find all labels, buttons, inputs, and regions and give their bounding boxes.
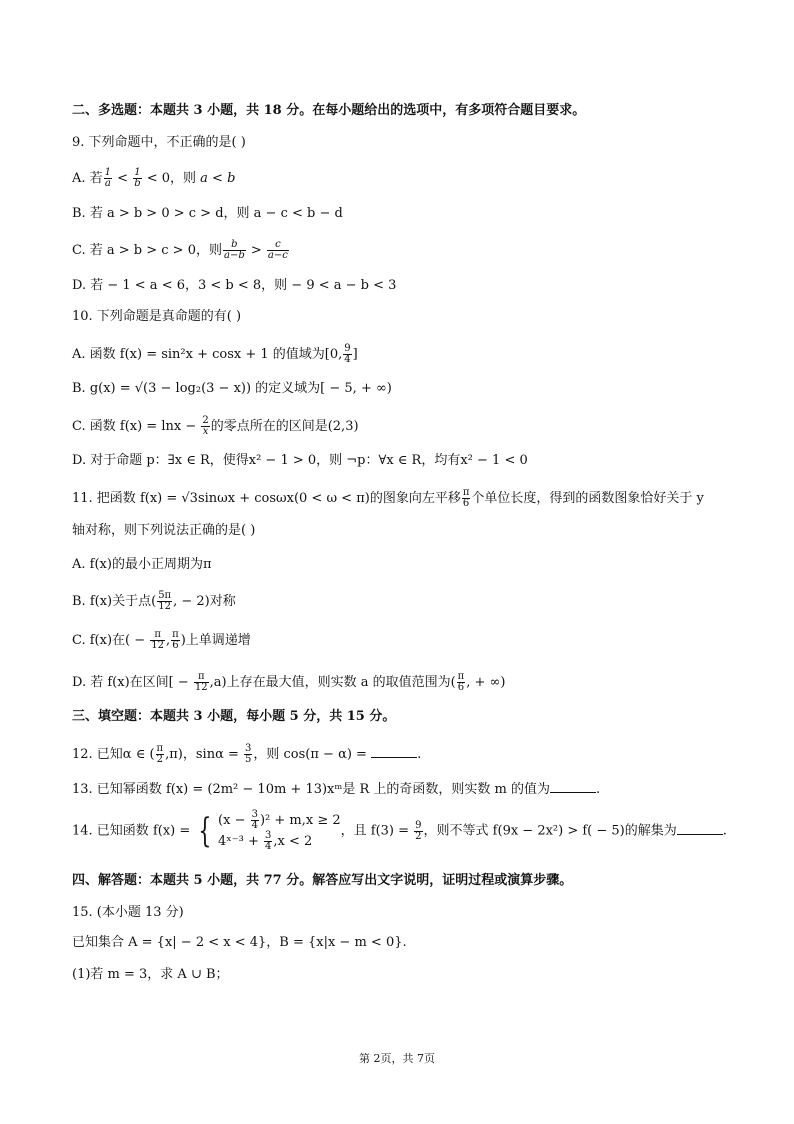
q10-option-a: A. 函数 f(x) = sin²x + cosx + 1 的值域为[0, $\frac{9}{4}$ ] <box>72 343 358 365</box>
q11-option-d: D. 若 f(x)在区间[ − $\frac{\pi}{12}$ ,a)上存在最大值，则实数 a 的取值范围为( $\frac{\pi}{6}$ , + ∞) <box>72 671 506 693</box>
fraction: $\frac{9}{2}$ <box>415 819 422 842</box>
q12: 12. 已知α ∈ ( $\frac{\pi}{2}$ ,π)，sinα = $\frac{3}{5}$ ，则 cos(π − α) = . <box>72 743 422 765</box>
fraction: $\frac{c}{a-c}$ <box>267 239 288 261</box>
fraction: $\frac{2}{x}$ <box>202 415 209 437</box>
fraction: $\frac{\pi}{12}$ <box>151 629 164 651</box>
q15-title: 15. (本小题 13 分) <box>72 905 184 920</box>
fraction: $\frac{9}{4}$ <box>344 343 351 365</box>
q9-a-conclusion: a < b <box>200 171 236 186</box>
fraction: $\frac{5\pi}{12}$ <box>158 590 172 612</box>
q10-option-c: C. 函数 f(x) = lnx − $\frac{2}{x}$ 的零点所在的区间是(2,3) <box>72 415 359 437</box>
section-heading-fill-blank: 三、填空题：本题共 3 小题，每小题 5 分，共 15 分。 <box>72 709 396 724</box>
q11-stem-line1: 11. 把函数 f(x) = √3sinωx + cosωx(0 < ω < π)的图象向左平移 $\frac{\pi}{6}$ 个单位长度，得到的函数图象恰好关于 y <box>72 487 704 509</box>
q10-option-d: D. 对于命题 p：∃x ∈ R，使得x² − 1 > 0，则 ¬p：∀x ∈ R，均有x² − 1 < 0 <box>72 453 528 468</box>
answer-blank[interactable] <box>371 745 417 758</box>
q9-a-op: < <box>113 171 133 186</box>
q10-stem: 10. 下列命题是真命题的有( ) <box>72 309 242 324</box>
fraction: $\frac{1}{a}$ <box>104 167 112 189</box>
page-footer: 第 2页，共 7页 <box>359 1052 435 1065</box>
q11-option-c: C. f(x)在( − $\frac{\pi}{12}$ , $\frac{\pi}{6}$ )上单调递增 <box>72 629 251 651</box>
fraction: $\frac{\pi}{6}$ <box>462 487 470 509</box>
q9-option-d: D. 若 − 1 < a < 6，3 < b < 8，则 − 9 < a − b < 3 <box>72 278 397 293</box>
q15-given: 已知集合 A = {x| − 2 < x < 4}，B = {x|x − m < 0}. <box>72 935 407 950</box>
q9-option-b: B. 若 a > b > 0 > c > d，则 a − c < b − d <box>72 206 343 221</box>
q10-option-b: B. g(x) = √(3 − log₂(3 − x)) 的定义域为[ − 5, + ∞) <box>72 381 392 396</box>
q14: 14. 已知函数 f(x) = { (x − $\frac{3}{4}$ )² + m,x ≥ 2 4ˣ⁻³ + $\frac{3}{4}$ ,x < 2 ，且 f(3) = $\frac{9}{2}$ ，则不等式 f(9x − 2x²) > f( − 5)的解集为 . <box>72 809 727 852</box>
fraction: $\frac{\pi}{6}$ <box>457 671 465 693</box>
q13: 13. 已知幂函数 f(x) = (2m² − 10m + 13)xᵐ是 R 上的奇函数，则实数 m 的值为 . <box>72 782 601 797</box>
fraction: $\frac{3}{5}$ <box>245 743 252 765</box>
q15-part1: (1)若 m = 3，求 A ∪ B； <box>72 967 229 982</box>
answer-blank[interactable] <box>677 822 723 835</box>
fraction: $\frac{b}{a-b}$ <box>223 239 245 261</box>
q11-option-b: B. f(x)关于点( $\frac{5\pi}{12}$ , − 2)对称 <box>72 590 236 612</box>
q9-option-c: C. 若 a > b > c > 0，则 $\frac{b}{a-b}$ > $\frac{c}{a-c}$ <box>72 239 288 261</box>
fraction: $\frac{1}{b}$ <box>134 167 141 189</box>
piecewise-cases: (x − $\frac{3}{4}$ )² + m,x ≥ 2 4ˣ⁻³ + $\frac{3}{4}$ ,x < 2 <box>218 809 341 852</box>
q9-stem: 9. 下列命题中，不正确的是( ) <box>72 135 246 150</box>
section-heading-multiple-choice: 二、多选题：本题共 3 小题，共 18 分。在每小题给出的选项中，有多项符合题目要求。 <box>72 103 586 118</box>
fraction: $\frac{\pi}{2}$ <box>156 743 164 765</box>
q9-a-prefix: A. 若 <box>72 171 103 186</box>
q9-a-op2: < 0，则 <box>142 171 201 186</box>
fraction: $\frac{\pi}{12}$ <box>194 671 208 693</box>
q11-option-a: A. f(x)的最小正周期为π <box>72 557 212 572</box>
answer-blank[interactable] <box>550 780 596 793</box>
q9-option-a <box>72 168 235 189</box>
piecewise-brace: { <box>198 811 212 851</box>
fraction: $\frac{\pi}{6}$ <box>172 629 179 651</box>
q11-stem-line2: 轴对称，则下列说法正确的是( ) <box>72 523 256 538</box>
section-heading-solutions: 四、解答题：本题共 5 小题，共 77 分。解答应写出文字说明，证明过程或演算步骤。 <box>72 873 573 888</box>
